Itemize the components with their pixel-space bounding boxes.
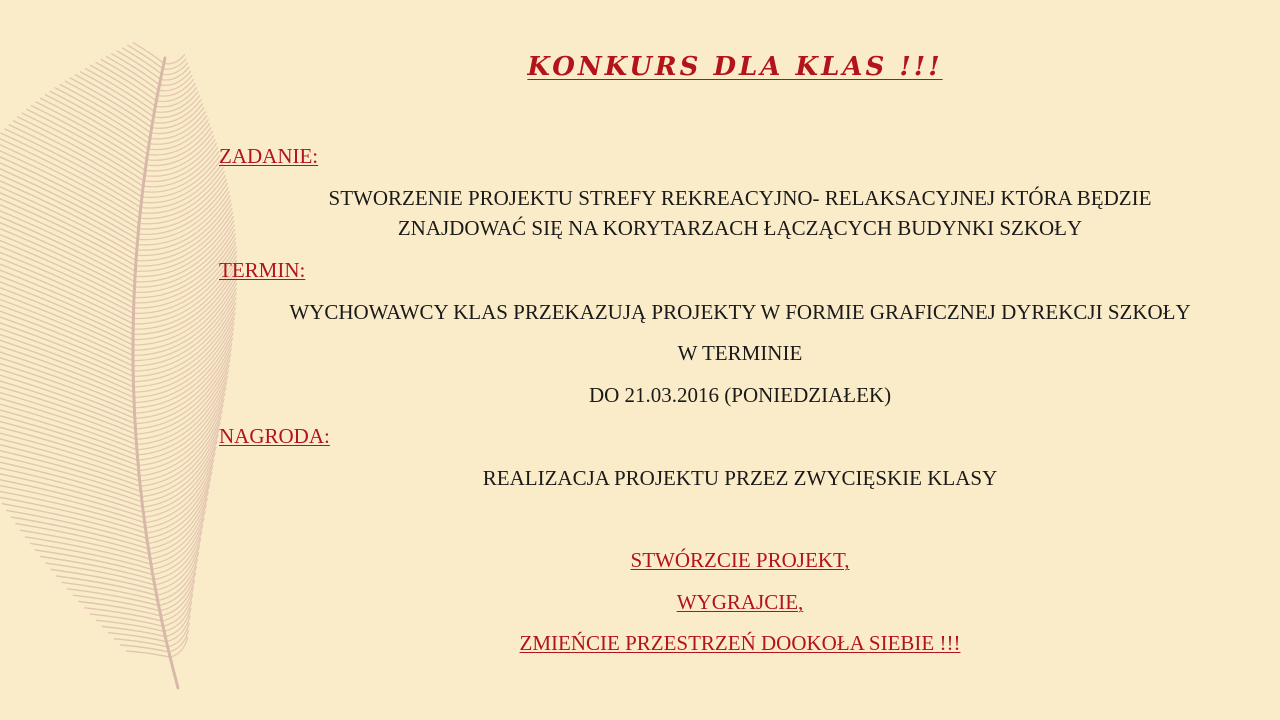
call-to-action-line-2: WYGRAJCIE, bbox=[676, 590, 804, 614]
deadline-heading: TERMIN: bbox=[219, 258, 306, 282]
call-to-action-line-3: ZMIEŃCIE PRZESTRZEŃ DOOKOŁA SIEBIE !!! bbox=[519, 631, 961, 655]
task-heading: ZADANIE: bbox=[219, 144, 319, 168]
call-to-action-line-1: STWÓRZCIE PROJEKT, bbox=[630, 548, 850, 572]
deadline-date: DO 21.03.2016 (PONIEDZIAŁEK) bbox=[588, 383, 892, 407]
deadline-text-line-2: W TERMINIE bbox=[677, 341, 803, 365]
task-text-line-1: STWORZENIE PROJEKTU STREFY REKREACYJNO- RELAKSACYJNEJ KTÓRA BĘDZIE bbox=[328, 186, 1152, 210]
deadline-text-line-1: WYCHOWAWCY KLAS PRZEKAZUJĄ PROJEKTY W FORMIE GRAFICZNEJ DYREKCJI SZKOŁY bbox=[289, 300, 1191, 324]
prize-text: REALIZACJA PROJEKTU PRZEZ ZWYCIĘSKIE KLASY bbox=[482, 466, 998, 490]
slide-title: KONKURS DLA KLAS !!! bbox=[527, 52, 943, 82]
task-text-line-2: ZNAJDOWAĆ SIĘ NA KORYTARZACH ŁĄCZĄCYCH BUDYNKI SZKOŁY bbox=[397, 216, 1083, 240]
prize-heading: NAGRODA: bbox=[219, 424, 330, 448]
